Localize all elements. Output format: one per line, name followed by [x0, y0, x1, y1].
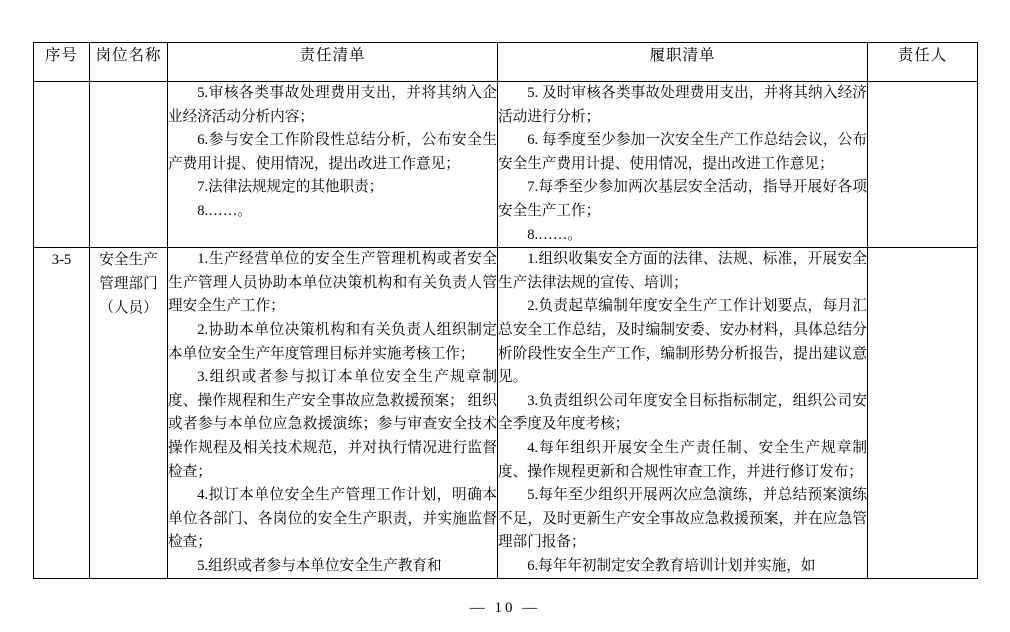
header-responsible-person: 责任人	[868, 43, 978, 82]
row-responsible-person	[868, 82, 978, 248]
post-name-line: （人员）	[99, 300, 158, 317]
header-performance-list: 履职清单	[498, 43, 868, 82]
duty-item: 5.组织或者参与本单位安全生产教育和	[197, 557, 442, 574]
row-seq	[34, 82, 90, 248]
table-row	[34, 82, 978, 248]
post-name-line: 管理部门	[99, 276, 158, 293]
row-duty-list	[168, 82, 498, 248]
duty-item: 8.……。	[197, 202, 252, 219]
page-number: — 10 —	[469, 600, 541, 616]
table-row	[34, 248, 978, 579]
row-performance-list	[498, 248, 868, 579]
performance-item: 1.组织收集安全方面的法律、法规、标准，开展安全生产法律法规的宣传、培训；	[498, 251, 867, 291]
header-seq: 序号	[34, 43, 90, 82]
duty-item: 1.生产经营单位的安全生产管理机构或者安全生产管理人员协助本单位决策机构和有关负责人管理安全生产工作；	[168, 251, 497, 315]
performance-item: 7.每季至少参加两次基层安全活动，指导开展好各项安全生产工作；	[498, 179, 867, 219]
row-post-name	[90, 82, 168, 248]
header-post-name: 岗位名称	[90, 43, 168, 82]
performance-item: 6.每年年初制定安全教育培训计划并实施，如	[527, 557, 816, 574]
duty-item: 6.参与安全工作阶段性总结分析，公布安全生产费用计提、使用情况，提出改进工作意见；	[168, 132, 497, 172]
performance-item: 3.负责组织公司年度安全目标指标制定，组织公司安全季度及年度考核；	[498, 392, 867, 433]
performance-item: 4.每年组织开展安全生产责任制、安全生产规章制度、操作规程更新和合规性审查工作，并进行修订发布；	[498, 439, 867, 480]
performance-item: 6. 每季度至少参加一次安全生产工作总结会议，公布安全生产费用计提、使用情况，提出改进工作意见；	[498, 132, 867, 172]
row-performance-list	[498, 82, 868, 248]
duty-item: 3.组织或者参与拟订本单位安全生产规章制度、操作规程和生产安全事故应急救援预案； 组织或者参与本单位应急救援演练；参与审查安全技术操作规程及相关技术规范，并对执行情况进行监督检查；	[168, 369, 497, 480]
duty-item: 7.法律法规规定的其他职责；	[197, 179, 384, 196]
table-header-row	[34, 43, 978, 82]
duty-list-table	[33, 42, 978, 579]
row-responsible-person	[868, 248, 978, 579]
performance-item: 5. 及时审核各类事故处理费用支出，并将其纳入经济活动进行分析；	[498, 85, 867, 125]
row-post-name	[90, 248, 168, 579]
row-seq: 3-5	[34, 248, 90, 579]
duty-item: 5.审核各类事故处理费用支出，并将其纳入企业经济活动分析内容；	[168, 85, 497, 125]
post-name-line: 安全生产	[99, 252, 158, 269]
row-duty-list	[168, 248, 498, 579]
header-duty-list: 责任清单	[168, 43, 498, 82]
performance-item: 5.每年至少组织开展两次应急演练，并总结预案演练不足，及时更新生产安全事故应急救援预案，并在应急管理部门报备；	[498, 487, 867, 551]
duty-item: 4.拟订本单位安全生产管理工作计划，明确本单位各部门、各岗位的安全生产职责，并实施监督检查；	[168, 487, 497, 551]
performance-item: 2.负责起草编制年度安全生产工作计划要点，每月汇总安全工作总结，及时编制安委、安办材料，具体总结分析阶段性安全生产工作，编制形势分析报告，提出建议意见。	[498, 298, 867, 386]
performance-item: 8.……。	[527, 226, 582, 243]
duty-item: 2.协助本单位决策机构和有关负责人组织制定本单位安全生产年度管理目标并实施考核工作；	[168, 321, 497, 362]
